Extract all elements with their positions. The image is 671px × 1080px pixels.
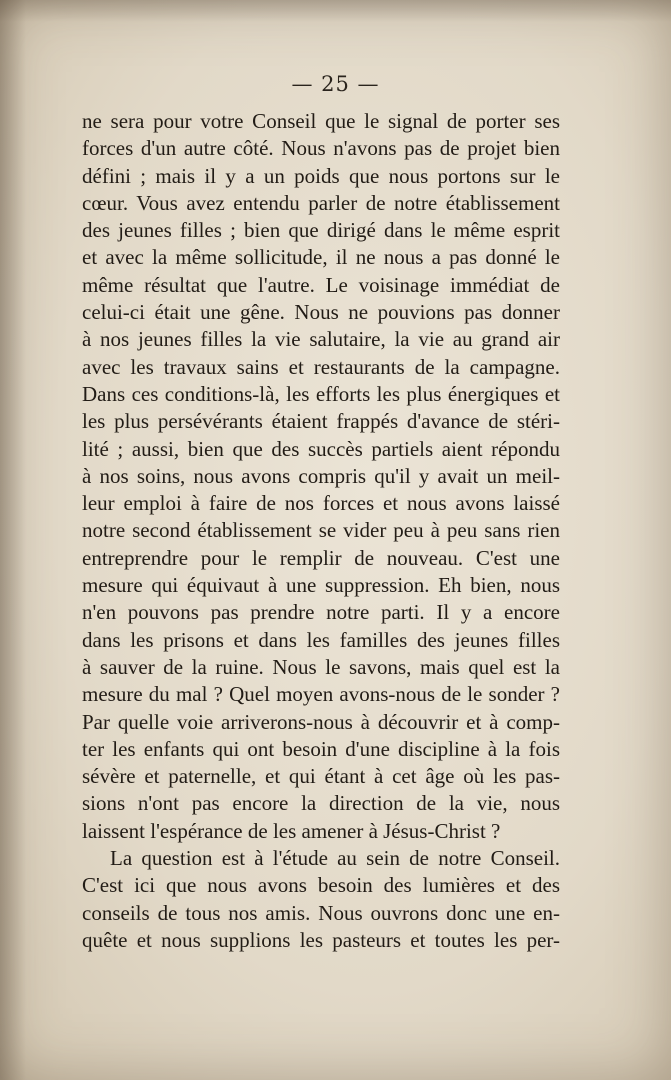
- text-line: Par quelle voie arriverons-nous à découvrir et à comp-: [82, 709, 560, 734]
- text-line: entreprendre pour le remplir de nouveau. C'est une: [82, 545, 560, 570]
- text-line: leur emploi à faire de nos forces et nous avons laissé: [82, 491, 560, 516]
- text-line: laissent l'espérance de les amener à Jésus-Christ ?: [82, 818, 501, 843]
- text-line: à nos jeunes filles la vie salutaire, la vie au grand air: [82, 327, 560, 352]
- text-line: n'en pouvons pas prendre notre parti. Il y a encore: [82, 600, 560, 625]
- text-line: et avec la même sollicitude, il ne nous a pas donné le: [82, 245, 560, 270]
- page-number: — 25 —: [291, 72, 380, 96]
- text-line: C'est ici que nous avons besoin des lumières et des: [82, 873, 560, 898]
- text-line: ne sera pour votre Conseil que le signal de porter ses: [82, 109, 560, 133]
- text-line: cœur. Vous avez entendu parler de notre établissement: [82, 190, 560, 215]
- text-line: forces d'un autre côté. Nous n'avons pas de projet bien: [82, 136, 560, 161]
- text-line: des jeunes filles ; bien que dirigé dans le même esprit: [82, 218, 560, 243]
- text-line: quête et nous supplions les pasteurs et toutes les per-: [82, 927, 560, 952]
- text-line: mesure du mal ? Quel moyen avons-nous de le sonder ?: [82, 682, 560, 707]
- text-line: même résultat que l'autre. Le voisinage immédiat de: [82, 272, 560, 297]
- text-line: ter les enfants qui ont besoin d'une discipline à la fois: [82, 736, 560, 761]
- text-line: Dans ces conditions-là, les efforts les plus énergiques et: [82, 381, 560, 406]
- body-text: [82, 108, 560, 954]
- text-line: avec les travaux sains et restaurants de la campagne.: [82, 354, 560, 379]
- text-line: défini ; mais il y a un poids que nous portons sur le: [82, 163, 560, 188]
- text-line: lité ; aussi, bien que des succès partiels aient répondu: [82, 436, 560, 461]
- text-line: à nos soins, nous avons compris qu'il y avait un meil-: [82, 463, 560, 488]
- text-line: sévère et paternelle, et qui étant à cet âge où les pas-: [82, 764, 560, 789]
- text-line: celui-ci était une gêne. Nous ne pouvions pas donner: [82, 300, 560, 325]
- text-line: dans les prisons et dans les familles des jeunes filles: [82, 627, 560, 652]
- text-line: à sauver de la ruine. Nous le savons, mais quel est la: [82, 654, 560, 679]
- text-line: les plus persévérants étaient frappés d'avance de stéri-: [82, 409, 560, 434]
- text-line: La question est à l'étude au sein de notre Conseil.: [110, 846, 560, 871]
- text-line: sions n'ont pas encore la direction de la vie, nous: [82, 791, 560, 816]
- page-edge-shadow: [0, 0, 26, 1080]
- text-line: conseils de tous nos amis. Nous ouvrons donc une en-: [82, 900, 560, 925]
- text-line: notre second établissement se vider peu à peu sans rien: [82, 518, 560, 543]
- page-top-shadow: [0, 0, 671, 22]
- text-line: mesure qui équivaut à une suppression. Eh bien, nous: [82, 573, 560, 598]
